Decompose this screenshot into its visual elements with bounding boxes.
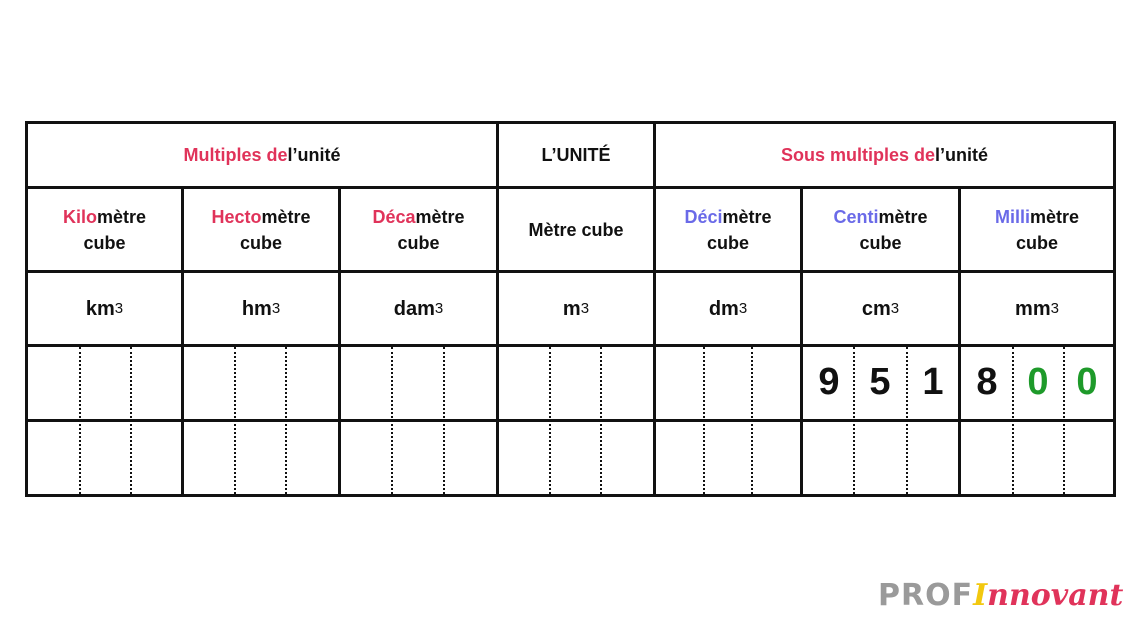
unit-line2: cube xyxy=(83,232,126,253)
unit-rest: mètre xyxy=(722,206,772,227)
exponent: 3 xyxy=(580,299,590,317)
unit-rest: mètre xyxy=(878,206,928,227)
unit-prefix: Déci xyxy=(684,206,723,227)
unit-prefix: Centi xyxy=(833,206,879,227)
symbol: cm xyxy=(861,297,891,320)
brand-logo xyxy=(878,572,1123,616)
symbol: dm xyxy=(708,297,739,320)
row-divider xyxy=(28,419,1113,422)
unit-line2: cube xyxy=(859,232,902,253)
dotted-separator xyxy=(1012,347,1014,494)
unit-rest: mètre xyxy=(415,206,465,227)
dotted-separator xyxy=(391,347,393,494)
symbol: mm xyxy=(1015,297,1051,320)
row-divider xyxy=(28,344,1113,347)
unit-symbol-hm xyxy=(184,273,338,344)
dotted-separator xyxy=(285,347,287,494)
unit-name-deca xyxy=(341,189,496,270)
exponent: 3 xyxy=(434,299,444,317)
logo-i: I xyxy=(973,578,988,613)
unit-symbol-mm xyxy=(961,273,1113,344)
dotted-separator xyxy=(853,347,855,494)
symbol: hm xyxy=(241,297,272,320)
unit-name-kilo xyxy=(28,189,181,270)
symbol: dam xyxy=(393,297,435,320)
group-submultiples xyxy=(656,124,1113,186)
group-multiples xyxy=(28,124,496,186)
group-multiples-colored: Multiples de xyxy=(183,145,288,165)
dotted-separator xyxy=(234,347,236,494)
unit-prefix: Déca xyxy=(372,206,416,227)
unit-name-centi xyxy=(803,189,958,270)
dotted-separator xyxy=(130,347,132,494)
unit-name-deci xyxy=(656,189,800,270)
digit: 1 xyxy=(922,361,944,403)
symbol: km xyxy=(85,297,115,320)
dotted-separator xyxy=(79,347,81,494)
dotted-separator xyxy=(600,347,602,494)
logo-prof: PROF xyxy=(878,578,974,613)
dotted-separator xyxy=(549,347,551,494)
unit-rest: Mètre cube xyxy=(528,219,624,240)
digit: 9 xyxy=(818,361,840,403)
dotted-separator xyxy=(751,347,753,494)
group-unit xyxy=(499,124,653,186)
logo-nnovant: nnovant xyxy=(987,578,1124,613)
exponent: 3 xyxy=(890,299,900,317)
unit-name-metre xyxy=(499,189,653,270)
dotted-separator xyxy=(906,347,908,494)
dotted-separator xyxy=(703,347,705,494)
digit: 5 xyxy=(869,361,891,403)
logo-innovant xyxy=(973,576,1123,616)
unit-symbol-dm xyxy=(656,273,800,344)
symbol: m xyxy=(562,297,581,320)
unit-line2: cube xyxy=(239,232,282,253)
unit-line2: cube xyxy=(1015,232,1058,253)
exponent: 3 xyxy=(1050,299,1059,317)
unit-prefix: Milli xyxy=(994,206,1030,227)
exponent: 3 xyxy=(114,299,124,317)
group-multiples-plain: l’unité xyxy=(287,145,341,165)
unit-rest: mètre xyxy=(96,206,147,227)
unit-line2: cube xyxy=(397,232,440,253)
unit-name-hecto xyxy=(184,189,338,270)
unit-symbol-m xyxy=(499,273,653,344)
unit-prefix: Hecto xyxy=(211,206,262,227)
group-submultiples-plain: l’unité xyxy=(935,145,989,165)
unit-prefix: Kilo xyxy=(62,206,97,227)
dotted-separator xyxy=(443,347,445,494)
digit: 8 xyxy=(976,361,998,403)
unit-symbol-dam xyxy=(341,273,496,344)
unit-symbol-cm xyxy=(803,273,958,344)
unit-rest: mètre xyxy=(261,206,311,227)
unit-name-milli xyxy=(961,189,1113,270)
unit-rest: mètre xyxy=(1029,206,1080,227)
digit: 0 xyxy=(1027,361,1049,403)
group-unit-label: L’UNITÉ xyxy=(541,145,611,165)
conversion-table xyxy=(25,121,1116,497)
group-submultiples-colored: Sous multiples de xyxy=(780,145,936,165)
unit-line2: cube xyxy=(706,232,749,253)
exponent: 3 xyxy=(271,299,281,317)
digit: 0 xyxy=(1076,361,1098,403)
exponent: 3 xyxy=(738,299,748,317)
unit-symbol-km xyxy=(28,273,181,344)
